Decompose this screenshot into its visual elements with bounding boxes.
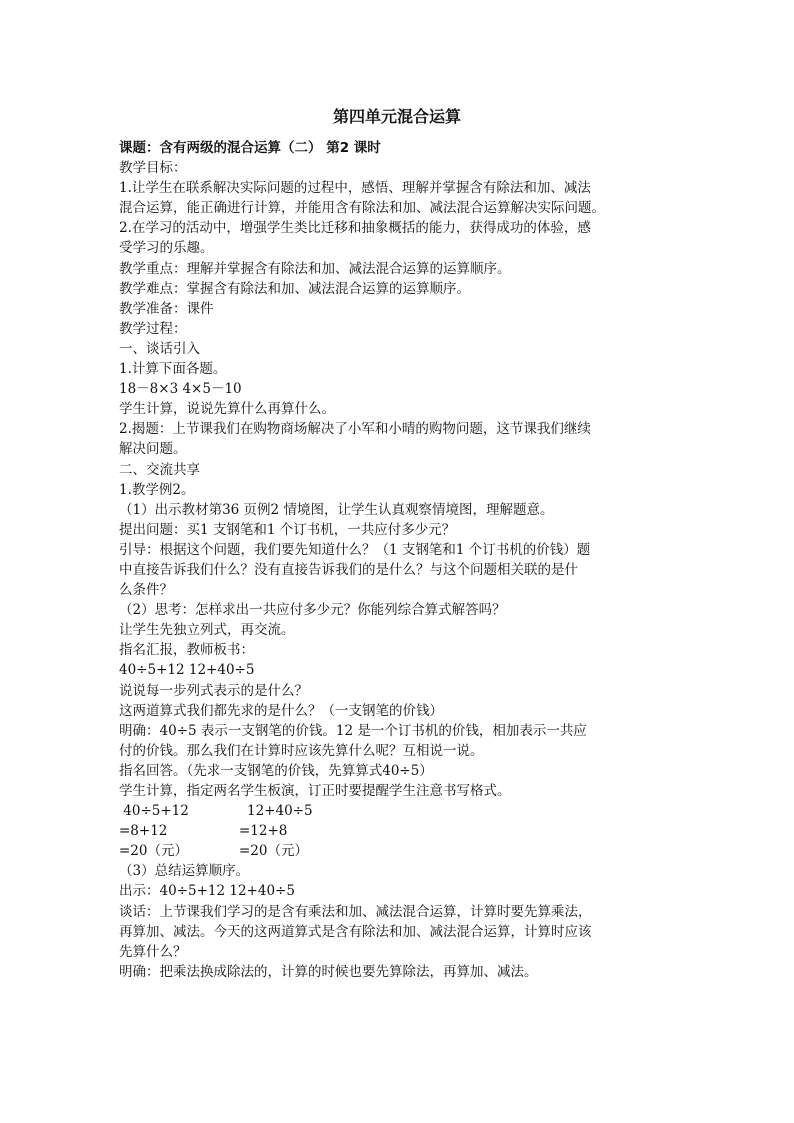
text-line: 一、谈话引入 bbox=[119, 340, 200, 357]
document-title: 第四单元混合运算 bbox=[332, 107, 461, 126]
text-line: 1.教学例2。 bbox=[119, 481, 195, 498]
text-line: 谈话：上节课我们学习的是含有乘法和加、减法混合运算，计算时要先算乘法， bbox=[119, 903, 592, 920]
text-line: 让学生先独立列式，再交流。 bbox=[119, 622, 295, 639]
text-line: 1.让学生在联系解决实际问题的过程中，感悟、理解并掌握含有除法和加、减法 bbox=[119, 180, 591, 197]
text-line: 2.揭题：上节课我们在购物商场解决了小军和小晴的购物问题，这节课我们继续 bbox=[119, 421, 591, 438]
text-line: 付的价钱。那么我们在计算时应该先算什么呢？互相说一说。 bbox=[119, 742, 484, 759]
text-line: 指名回答。（先求一支钢笔的价钱，先算算式40÷5） bbox=[119, 762, 433, 779]
text-line: 1.计算下面各题。 bbox=[119, 361, 227, 378]
text-line: 教学过程： bbox=[119, 320, 187, 337]
text-line: 教学重点：理解并掌握含有除法和加、减法混合运算的运算顺序。 bbox=[119, 260, 511, 277]
text-line: 出示：40÷5+12 12+40÷5 bbox=[119, 883, 295, 900]
text-line: 40÷5+12 12+40÷5 bbox=[119, 662, 255, 679]
text-line: 学生计算，说说先算什么再算什么。 bbox=[119, 401, 335, 418]
text-line: 再算加、减法。今天的这两道算式是含有除法和加、减法混合运算，计算时应该 bbox=[119, 923, 592, 940]
text-line: （2）思考：怎样求出一共应付多少元？你能列综合算式解答吗？ bbox=[119, 602, 506, 619]
text-line: 明确：把乘法换成除法的，计算的时候也要先算除法，再算加、减法。 bbox=[119, 963, 538, 980]
text-line: 学生计算，指定两名学生板演，订正时要提醒学生注意书写格式。 bbox=[119, 783, 511, 799]
text-line: 教学难点：掌握含有除法和加、减法混合运算的运算顺序。 bbox=[119, 280, 470, 297]
text-line: 中直接告诉我们什么？没有直接告诉我们的是什么？与这个问题相关联的是什 bbox=[119, 561, 578, 578]
text-line: 课题：含有两级的混合运算（二） 第2 课时 bbox=[119, 140, 381, 156]
text-line: 2.在学习的活动中，增强学生类比迁移和抽象概括的能力，获得成功的体验，感 bbox=[119, 220, 591, 237]
text-line: （1）出示教材第36 页例2 情境图，让学生认真观察情境图，理解题意。 bbox=[119, 501, 554, 518]
text-line: 教学准备：课件 bbox=[119, 300, 214, 317]
calc-right: =20（元） bbox=[239, 843, 308, 860]
text-line: 说说每一步列式表示的是什么？ bbox=[119, 682, 308, 699]
calc-right: =12+8 bbox=[239, 823, 288, 840]
text-line: 18－8×3 4×5－10 bbox=[119, 381, 242, 398]
text-line: 教学目标： bbox=[119, 160, 187, 177]
calc-row bbox=[119, 801, 689, 821]
text-line: 混合运算，能正确进行计算，并能用含有除法和加、减法混合运算解决实际问题。 bbox=[119, 200, 605, 217]
text-line: 解决问题。 bbox=[119, 441, 187, 458]
text-line: （3）总结运算顺序。 bbox=[119, 863, 250, 880]
text-line: 二、交流共享 bbox=[119, 461, 200, 478]
calc-row bbox=[119, 821, 689, 841]
calc-right: 12+40÷5 bbox=[247, 803, 313, 820]
text-line: 提出问题：买1 支钢笔和1 个订书机，一共应付多少元？ bbox=[119, 521, 456, 538]
calc-left: 40÷5+12 bbox=[119, 803, 189, 820]
calc-row bbox=[119, 841, 689, 861]
calc-left: =20（元） bbox=[119, 843, 188, 860]
text-line: 指名汇报，教师板书： bbox=[119, 642, 254, 659]
text-line: 这两道算式我们都先求的是什么？（一支钢笔的价钱） bbox=[119, 702, 443, 719]
text-line: 受学习的乐趣。 bbox=[119, 240, 214, 257]
text-line: 引导：根据这个问题，我们要先知道什么？（1 支钢笔和1 个订书机的价钱）题 bbox=[119, 541, 591, 558]
text-line: 先算什么？ bbox=[119, 943, 187, 960]
calc-left: =8+12 bbox=[119, 823, 168, 840]
text-line: 么条件？ bbox=[119, 582, 173, 599]
document-body bbox=[119, 138, 689, 982]
text-line: 明确：40÷5 表示一支钢笔的价钱。12 是一个订书机的价钱，相加表示一共应 bbox=[119, 722, 587, 739]
